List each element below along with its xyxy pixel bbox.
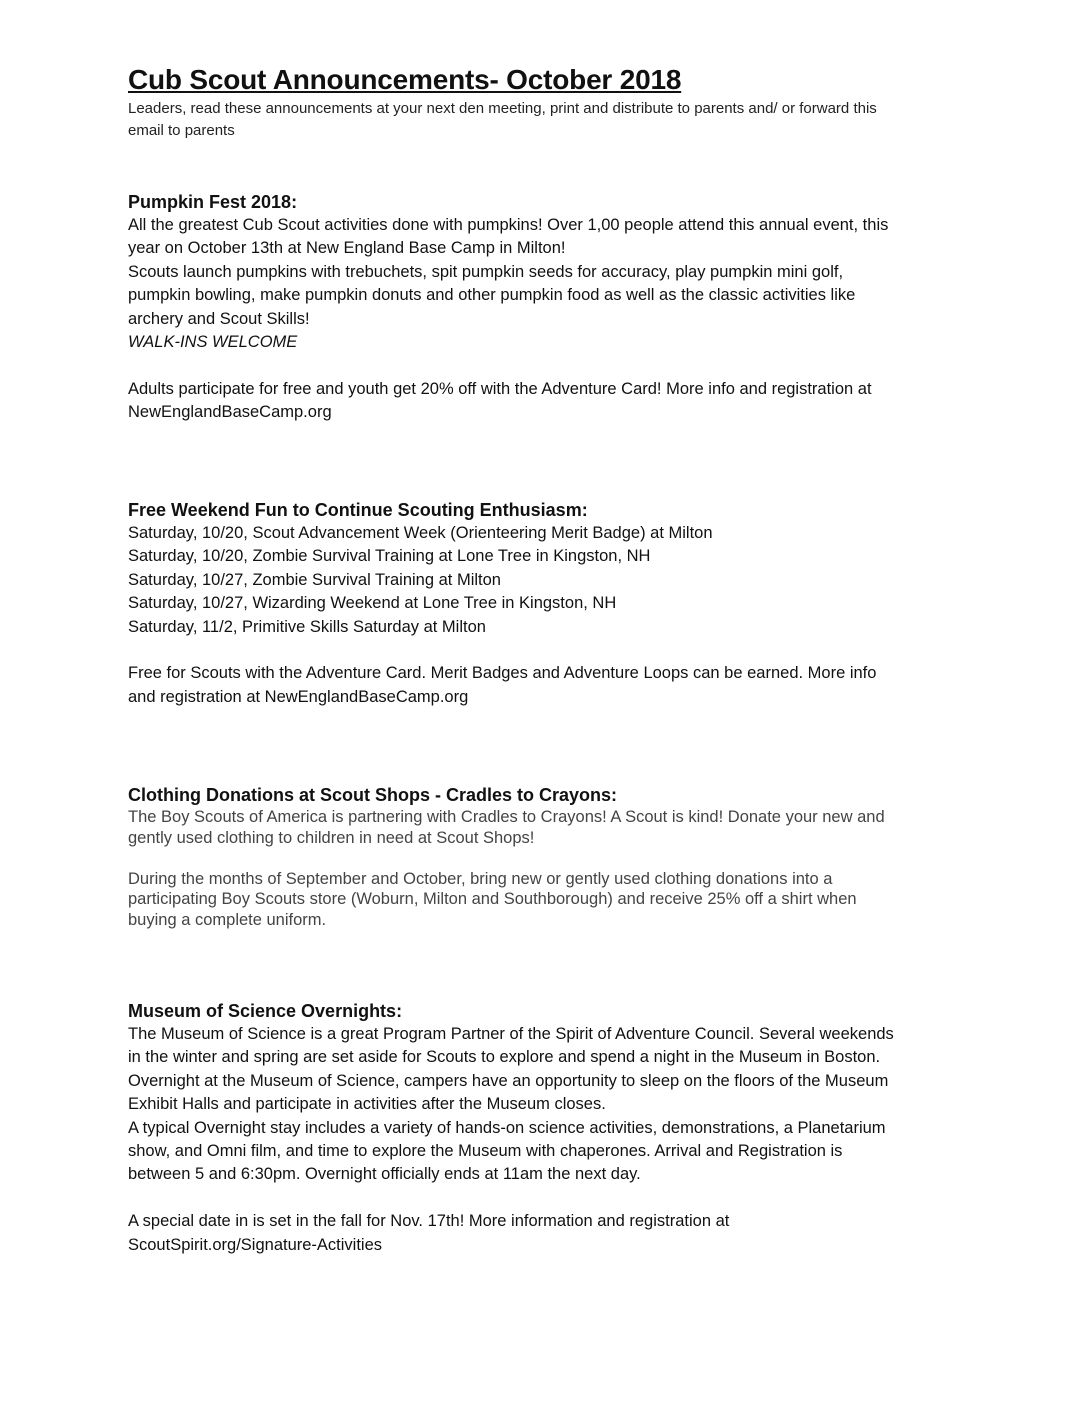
section-heading: Museum of Science Overnights:: [128, 1001, 403, 1021]
event-line: Saturday, 10/20, Zombie Survival Training at Lone Tree in Kingston, NH: [128, 547, 651, 566]
section-line: During the months of September and October, bring new or gently used clothing donations into a: [128, 869, 833, 888]
section-line: A special date in is set in the fall for Nov. 17th! More information and registration at: [128, 1212, 730, 1231]
section-line: The Boy Scouts of America is partnering with Cradles to Crayons! A Scout is kind! Donate your new and: [128, 808, 885, 826]
section-line: NewEnglandBaseCamp.org: [128, 403, 332, 422]
section-line: pumpkin bowling, make pumpkin donuts and other pumpkin food as well as the classic activities like: [128, 286, 856, 305]
section-pumpkin-fest: [128, 190, 958, 425]
paragraph-gap: [128, 354, 958, 377]
section-line: Exhibit Halls and participate in activities after the Museum closes.: [128, 1095, 606, 1114]
section-line: show, and Omni film, and time to explore the Museum with chaperones. Arrival and Registration is: [128, 1142, 843, 1161]
section-heading: Pumpkin Fest 2018:: [128, 192, 298, 212]
intro-line: Leaders, read these announcements at your next den meeting, print and distribute to parents and/ or forward this: [128, 100, 877, 117]
section-line: ScoutSpirit.org/Signature-Activities: [128, 1235, 383, 1254]
event-line: Saturday, 10/27, Wizarding Weekend at Lone Tree in Kingston, NH: [128, 594, 617, 613]
section-free-weekend-fun: [128, 498, 958, 709]
section-line: and registration at NewEnglandBaseCamp.org: [128, 687, 469, 706]
section-line: All the greatest Cub Scout activities done with pumpkins! Over 1,00 people attend this annual event, this: [128, 216, 889, 234]
walk-ins-note: WALK-INS WELCOME: [128, 333, 298, 352]
section-line: Scouts launch pumpkins with trebuchets, spit pumpkin seeds for accuracy, play pumpkin mini golf,: [128, 262, 844, 281]
section-line: year on October 13th at New England Base Camp in Milton!: [128, 239, 566, 258]
section-line: Overnight at the Museum of Science, campers have an opportunity to sleep on the floors of the Museum: [128, 1071, 889, 1090]
event-line: Saturday, 10/20, Scout Advancement Week (Orienteering Merit Badge) at Milton: [128, 524, 713, 542]
section-clothing-donations: [128, 783, 958, 930]
paragraph-gap: [128, 639, 958, 662]
section-line: gently used clothing to children in need at Scout Shops!: [128, 828, 535, 847]
document-title: Cub Scout Announcements- October 2018: [128, 64, 682, 95]
section-line: The Museum of Science is a great Program Partner of the Spirit of Adventure Council. Several weekends: [128, 1025, 894, 1043]
section-heading: Clothing Donations at Scout Shops - Cradles to Crayons:: [128, 785, 618, 805]
section-line: Adults participate for free and youth get 20% off with the Adventure Card! More info and registration at: [128, 379, 872, 398]
event-line: Saturday, 10/27, Zombie Survival Training at Milton: [128, 570, 501, 589]
section-line: Free for Scouts with the Adventure Card. Merit Badges and Adventure Loops can be earned. More info: [128, 664, 877, 683]
intro-line: email to parents: [128, 122, 235, 139]
paragraph-gap: [128, 848, 958, 869]
announcement-document: [128, 62, 958, 1254]
section-line: in the winter and spring are set aside for Scouts to explore and spend a night in the Museum in Boston.: [128, 1048, 881, 1067]
section-line: buying a complete uniform.: [128, 910, 327, 929]
paragraph-gap: [128, 1187, 958, 1210]
section-heading: Free Weekend Fun to Continue Scouting Enthusiasm:: [128, 500, 588, 520]
section-museum-of-science: [128, 999, 958, 1257]
section-line: archery and Scout Skills!: [128, 309, 310, 328]
section-line: participating Boy Scouts store (Woburn, Milton and Southborough) and receive 25% off a shirt when: [128, 890, 857, 908]
section-line: A typical Overnight stay includes a variety of hands-on science activities, demonstrations, a Planetarium: [128, 1118, 886, 1137]
event-line: Saturday, 11/2, Primitive Skills Saturday at Milton: [128, 617, 486, 636]
section-line: between 5 and 6:30pm. Overnight officially ends at 11am the next day.: [128, 1165, 641, 1184]
